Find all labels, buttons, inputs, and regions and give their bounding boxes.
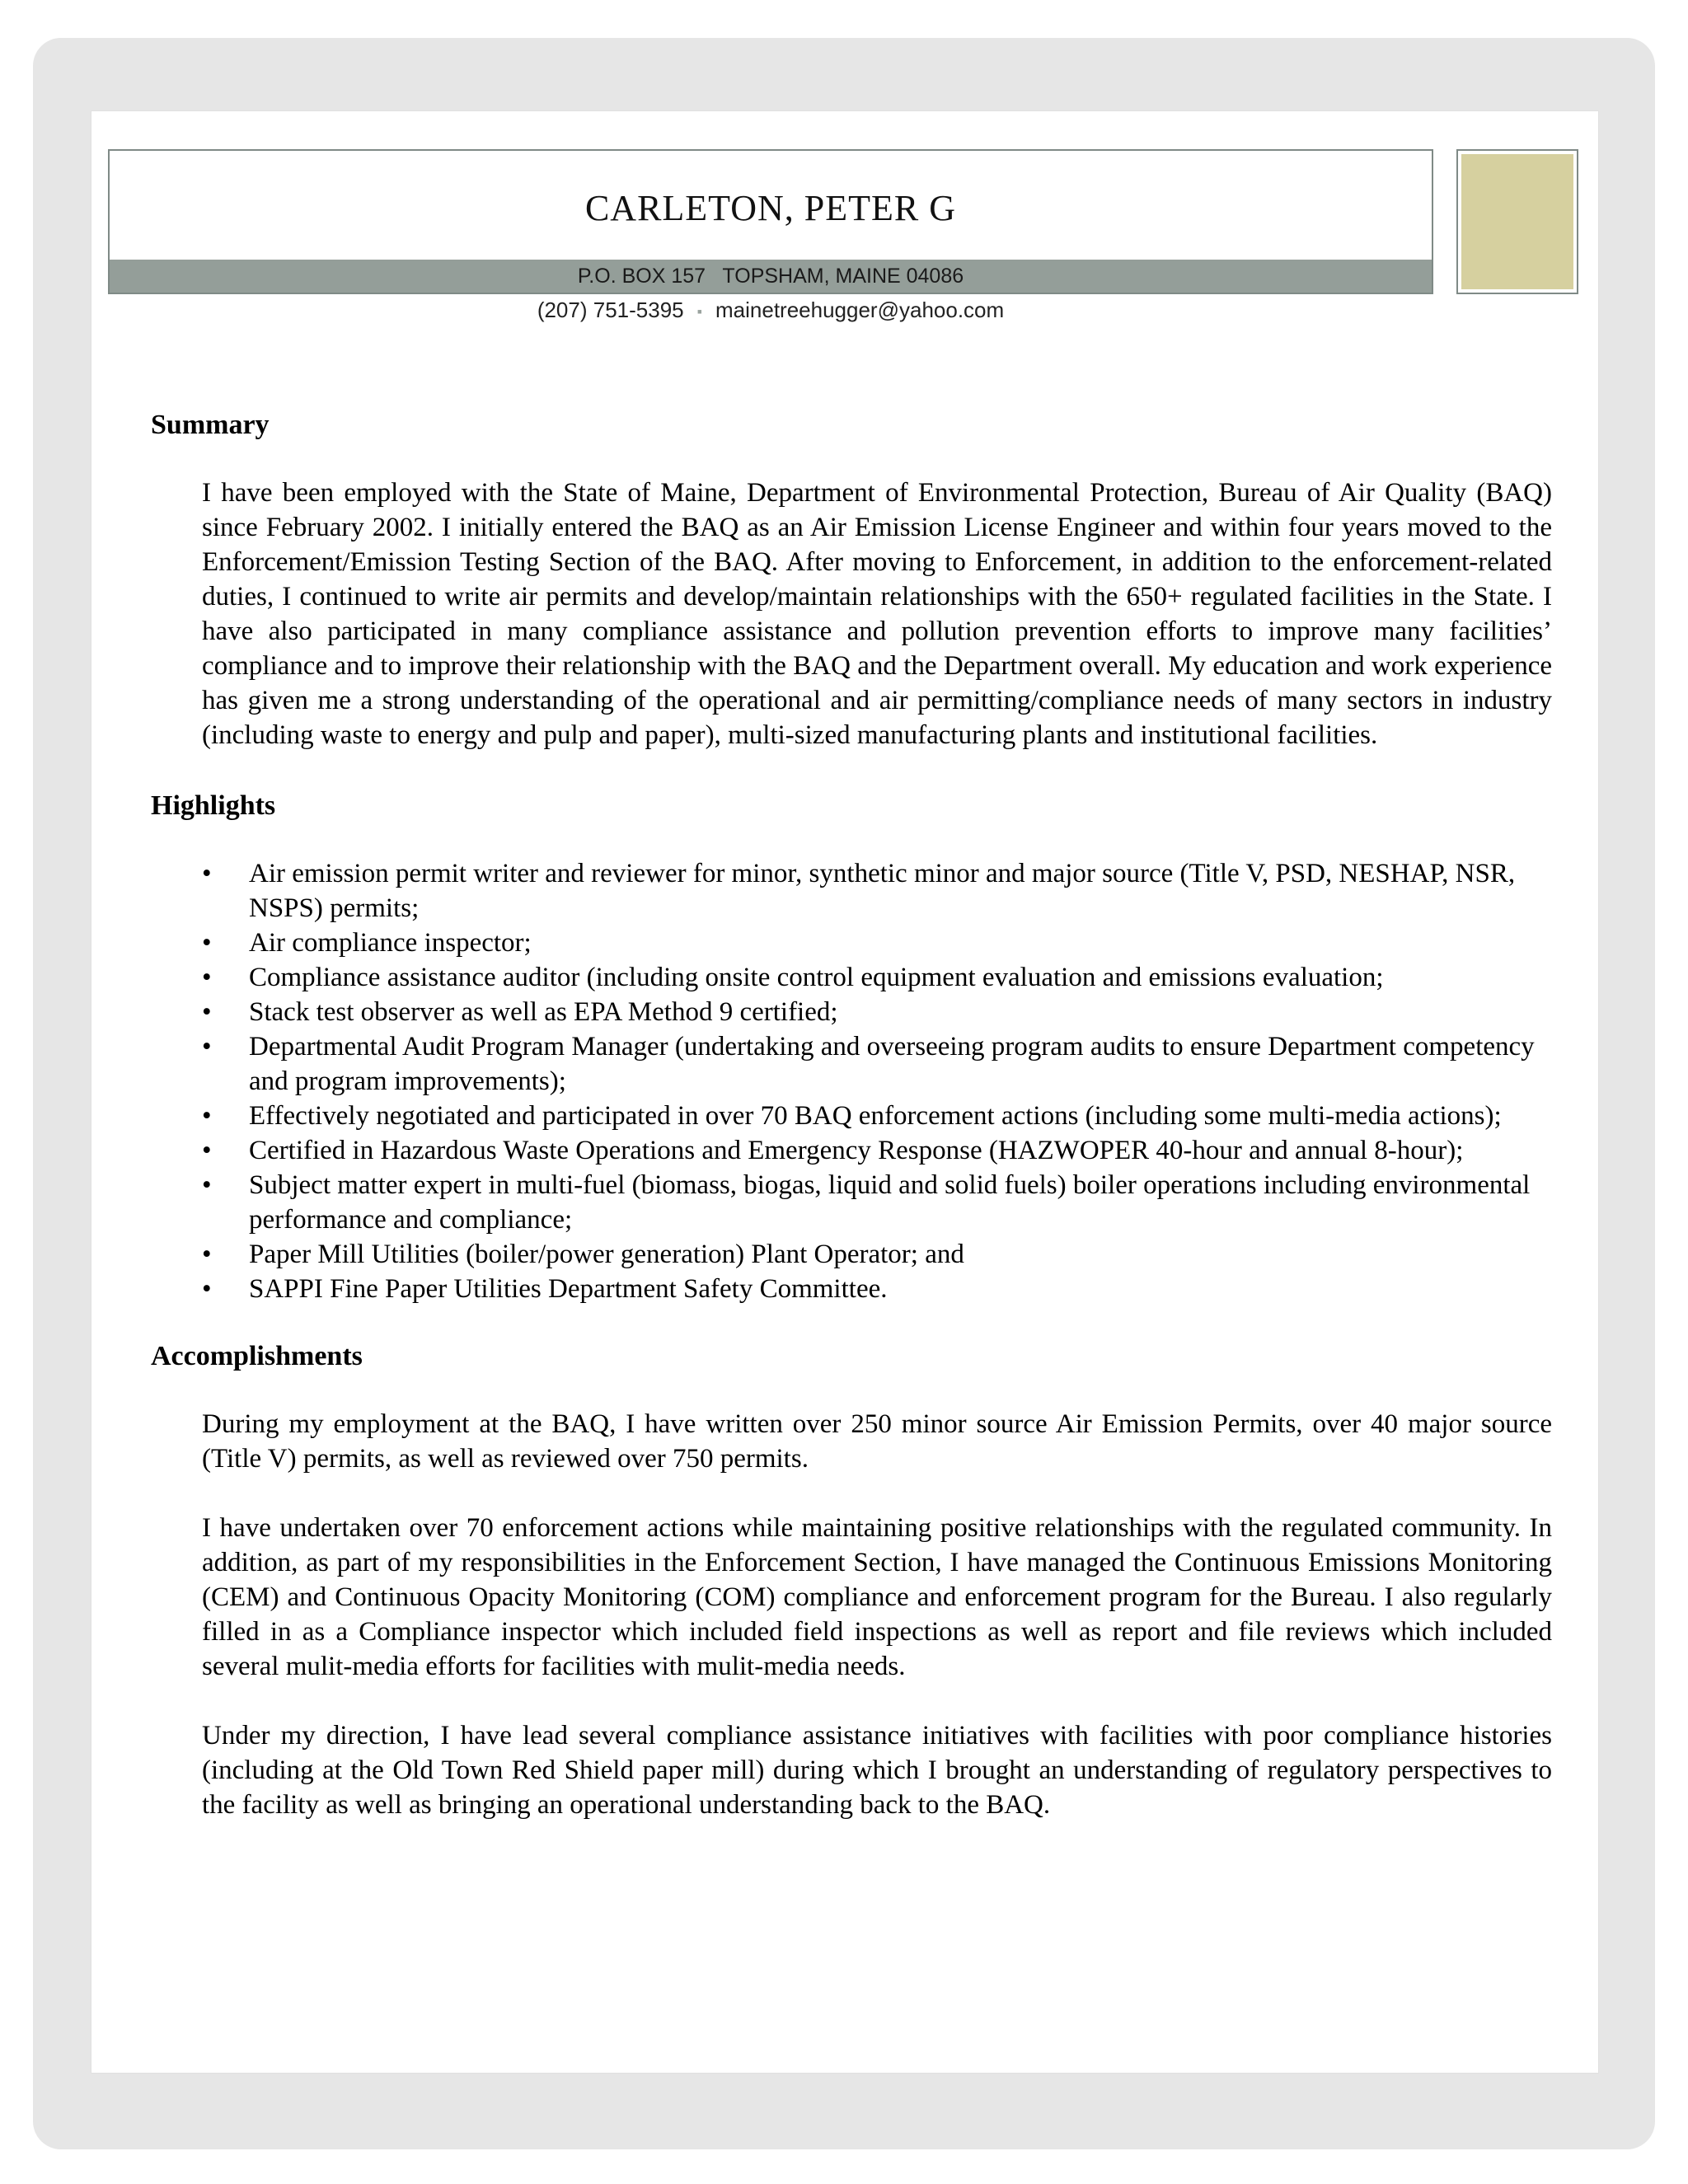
list-item: • Compliance assistance auditor (including onsite control equipment evaluation and emissions evaluation; xyxy=(151,960,1552,995)
highlights-list xyxy=(151,856,1552,1306)
list-item: • Certified in Hazardous Waste Operations and Emergency Response (HAZWOPER 40-hour and annual 8-hour); xyxy=(151,1133,1552,1168)
accent-fill xyxy=(1461,154,1573,289)
address-bar: P.O. BOX 157 TOPSHAM, MAINE 04086 xyxy=(110,260,1432,293)
accomplishments-paragraph-1: During my employment at the BAQ, I have written over 250 minor source Air Emission Permits, over 40 major source (Title V) permits, as well as reviewed over 750 permits. xyxy=(202,1409,1552,1474)
list-item: • Subject matter expert in multi-fuel (biomass, biogas, liquid and solid fuels) boiler operations including environmental performance and compliance; xyxy=(151,1168,1552,1237)
bullet-icon: • xyxy=(202,1170,212,1200)
name-header-box xyxy=(108,149,1433,294)
list-item: • Air emission permit writer and reviewer for minor, synthetic minor and major source (Title V, PSD, NESHAP, NSR, NSPS) permits; xyxy=(151,856,1552,926)
list-item: • Stack test observer as well as EPA Method 9 certified; xyxy=(151,995,1552,1029)
accomplishments-paragraph-2: I have undertaken over 70 enforcement actions while maintaining positive relationships with the regulated community. In addition, as part of my responsibilities in the Enforcement Section, I have managed the Continuous Emissions Monitoring (CEM) and Continuous Opacity Monitoring (COM) compliance and enforcement program for the Bureau. I also regularly filled in as a Compliance inspector which included field inspections as well as report and file reviews which included several mulit-media efforts for facilities with mulit-media needs. xyxy=(202,1513,1552,1681)
bullet-icon: • xyxy=(202,1240,212,1269)
resume-page xyxy=(91,110,1599,2074)
accomplishments-paragraph-3: Under my direction, I have lead several compliance assistance initiatives with facilities with poor compliance histories (including at the Old Town Red Shield paper mill) during which I brought an understanding of regulatory perspectives to the facility as well as bringing an operational understanding back to the BAQ. xyxy=(202,1721,1552,1820)
email-address[interactable]: mainetreehugger@yahoo.com xyxy=(715,298,1005,322)
bullet-icon: • xyxy=(202,1101,212,1131)
bullet-icon: • xyxy=(202,997,212,1027)
highlights-heading: Highlights xyxy=(151,790,276,821)
list-item: • SAPPI Fine Paper Utilities Department Safety Committee. xyxy=(151,1272,1552,1306)
accomplishments-heading: Accomplishments xyxy=(151,1341,363,1371)
applicant-name: CARLETON, PETER G xyxy=(584,188,957,228)
bullet-icon: • xyxy=(202,1032,212,1062)
summary-heading: Summary xyxy=(151,410,270,440)
list-item: • Effectively negotiated and participated in over 70 BAQ enforcement actions (including some multi-media actions); xyxy=(151,1099,1552,1133)
list-item: • Paper Mill Utilities (boiler/power generation) Plant Operator; and xyxy=(151,1237,1552,1272)
separator-icon: ▪ xyxy=(696,302,703,320)
phone-number: (207) 751-5395 xyxy=(537,298,684,322)
bullet-icon: • xyxy=(202,1136,212,1165)
bullet-icon: • xyxy=(202,928,212,958)
accent-box xyxy=(1456,149,1578,294)
bullet-icon: • xyxy=(202,963,212,992)
list-item: • Departmental Audit Program Manager (undertaking and overseeing program audits to ensure Department competency and program improvements); xyxy=(151,1029,1552,1099)
list-item: • Air compliance inspector; xyxy=(151,926,1552,960)
bullet-icon: • xyxy=(202,1274,212,1304)
resume-content xyxy=(151,408,1552,1857)
bullet-icon: • xyxy=(202,859,212,888)
summary-paragraph: I have been employed with the State of Maine, Department of Environmental Protection, Bureau of Air Quality (BAQ) since February 2002. I initially entered the BAQ as an Air Emission License Engineer and within four years moved to the Enforcement/Emission Testing Section of the BAQ. After moving to Enforcement, in addition to the enforcement-related duties, I continued to write air permits and develop/maintain relationships with the 650+ regulated facilities in the State. I have also participated in many compliance assistance and pollution prevention efforts to improve many facilities’ compliance and to improve their relationship with the BAQ and the Department overall. My education and work experience has given me a strong understanding of the operational and air permitting/compliance needs of many sectors in industry (including waste to energy and pulp and paper), multi-sized manufacturing plants and institutional facilities. xyxy=(202,478,1552,750)
contact-line xyxy=(108,298,1433,323)
